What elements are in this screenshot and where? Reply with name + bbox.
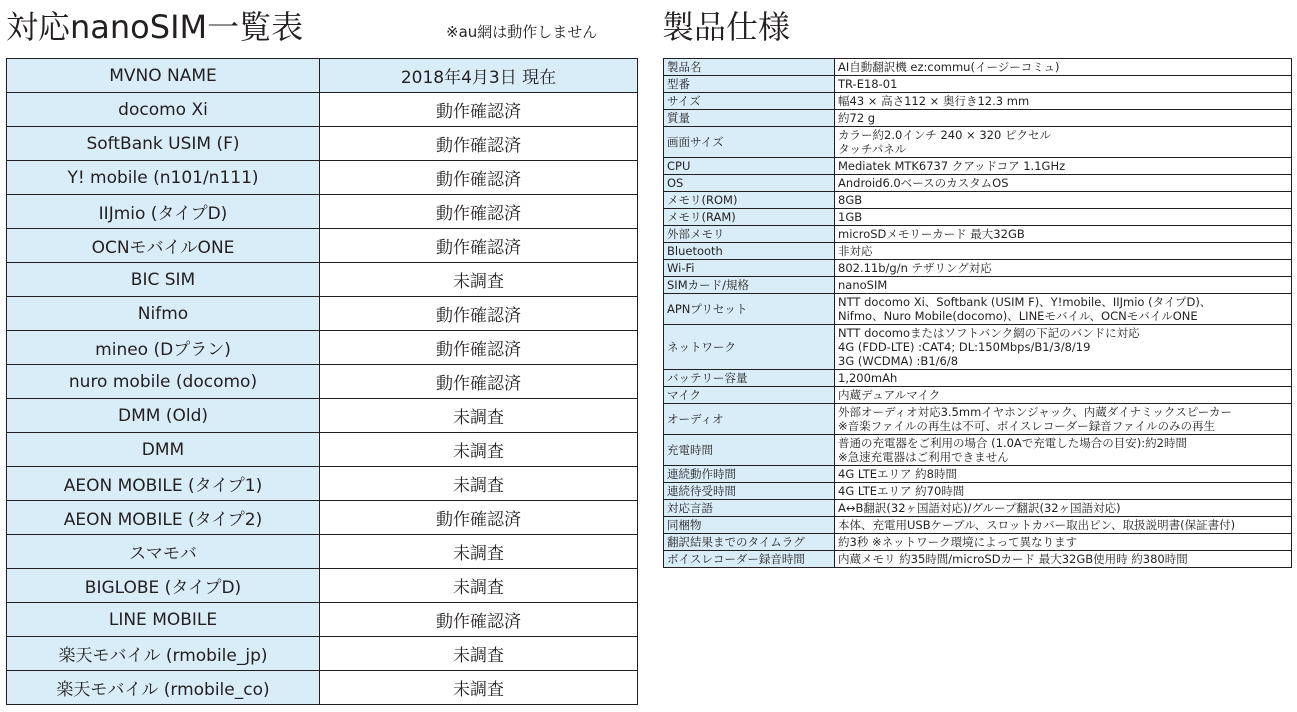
spec-value-cell [835, 500, 1292, 517]
spec-label-cell: マイク [664, 387, 835, 404]
spec-label-cell: オーディオ [664, 404, 835, 435]
spec-value-cell [835, 59, 1292, 76]
mvno-row [7, 331, 638, 365]
mvno-status-cell: 動作確認済 [320, 331, 638, 365]
spec-value-cell [835, 209, 1292, 226]
spec-row [664, 127, 1292, 158]
mvno-name-cell: スマモバ [7, 535, 320, 569]
mvno-name-cell: LINE MOBILE [7, 603, 320, 637]
spec-value-cell [835, 404, 1292, 435]
spec-row [664, 209, 1292, 226]
spec-value-cell [835, 387, 1292, 404]
spec-row [664, 93, 1292, 110]
spec-label-cell: Wi-Fi [664, 260, 835, 277]
mvno-row [7, 127, 638, 161]
mvno-name-cell: DMM [7, 433, 320, 467]
spec-value-line: 幅43 × 高さ112 × 奥行き12.3 mm [838, 94, 1030, 108]
spec-value-line: 8GB [838, 193, 863, 207]
spec-row [664, 277, 1292, 294]
spec-label-cell: 画面サイズ [664, 127, 835, 158]
status-date-column-header: 2018年4月3日 現在 [320, 59, 638, 93]
spec-value-line: TR-E18-01 [838, 77, 898, 91]
mvno-status-cell: 未調査 [320, 399, 638, 433]
spec-value-cell [835, 260, 1292, 277]
spec-value-cell [835, 243, 1292, 260]
mvno-name-cell: DMM (Old) [7, 399, 320, 433]
spec-label-cell: 充電時間 [664, 435, 835, 466]
spec-label-cell: 対応言語 [664, 500, 835, 517]
spec-row [664, 158, 1292, 175]
spec-value-line: A↔B翻訳(32ヶ国語対応)/グループ翻訳(32ヶ国語対応) [838, 501, 1121, 515]
spec-value-line: 約72 g [838, 111, 876, 125]
spec-value-cell [835, 192, 1292, 209]
spec-value-line: NTT docomo Xi、Softbank (USIM F)、Y!mobile、IIJmio (タイプD)、 [838, 295, 1212, 309]
spec-value-line: 内蔵デュアルマイク [838, 388, 941, 402]
mvno-row [7, 399, 638, 433]
spec-value-cell [835, 325, 1292, 370]
spec-label-cell: SIMカード/規格 [664, 277, 835, 294]
spec-value-line: 本体、充電用USBケーブル、スロットカバー取出ピン、取扱説明書(保証書付) [838, 518, 1236, 532]
spec-value-line: 内蔵メモリ 約35時間/microSDカード 最大32GB使用時 約380時間 [838, 552, 1188, 566]
mvno-name-cell: BIC SIM [7, 263, 320, 297]
mvno-row [7, 93, 638, 127]
spec-label-cell: 質量 [664, 110, 835, 127]
mvno-row [7, 603, 638, 637]
spec-value-line: 1,200mAh [838, 371, 898, 385]
mvno-status-cell: 動作確認済 [320, 501, 638, 535]
spec-label-cell: メモリ(RAM) [664, 209, 835, 226]
compatible-sim-list-title: 対応nanoSIM一覧表 [6, 8, 304, 46]
mvno-row [7, 535, 638, 569]
mvno-name-cell: BIGLOBE (タイプD) [7, 569, 320, 603]
spec-value-line: 非対応 [838, 244, 873, 258]
spec-value-cell [835, 466, 1292, 483]
spec-row [664, 192, 1292, 209]
spec-value-line: 約3秒 ※ネットワーク環境によって異なります [838, 535, 1078, 549]
spec-value-cell [835, 158, 1292, 175]
spec-value-cell [835, 175, 1292, 192]
spec-value-line: nanoSIM [838, 278, 888, 292]
spec-value-line: ※音楽ファイルの再生は不可、ボイスレコーダー録音ファイルのみの再生 [838, 419, 1216, 433]
mvno-status-cell: 未調査 [320, 263, 638, 297]
spec-label-cell: 外部メモリ [664, 226, 835, 243]
spec-value-line: 普通の充電器をご利用の場合 (1.0Aで充電した場合の目安):約2時間 [838, 436, 1187, 450]
spec-value-line: 4G LTEエリア 約8時間 [838, 467, 957, 481]
spec-row [664, 76, 1292, 93]
spec-label-cell: CPU [664, 158, 835, 175]
mvno-name-cell: IIJmio (タイプD) [7, 195, 320, 229]
spec-value-line: microSDメモリーカード 最大32GB [838, 227, 1025, 241]
mvno-row [7, 501, 638, 535]
mvno-compatibility-table [6, 58, 638, 705]
spec-value-line: タッチパネル [838, 142, 907, 156]
spec-row [664, 243, 1292, 260]
spec-row [664, 294, 1292, 325]
mvno-name-cell: 楽天モバイル (rmobile_jp) [7, 637, 320, 671]
spec-value-cell [835, 277, 1292, 294]
spec-value-line: Mediatek MTK6737 クアッドコア 1.1GHz [838, 159, 1066, 173]
mvno-name-cell: Y! mobile (n101/n111) [7, 161, 320, 195]
mvno-row [7, 263, 638, 297]
spec-value-line: 外部オーディオ対応3.5mmイヤホンジャック、内蔵ダイナミックスピーカー [838, 405, 1233, 419]
spec-value-cell [835, 93, 1292, 110]
mvno-row [7, 637, 638, 671]
spec-label-cell: 型番 [664, 76, 835, 93]
mvno-name-column-header: MVNO NAME [7, 59, 320, 93]
spec-label-cell: Bluetooth [664, 243, 835, 260]
spec-label-cell: サイズ [664, 93, 835, 110]
mvno-row [7, 467, 638, 501]
spec-value-line: 802.11b/g/n テザリング対応 [838, 261, 992, 275]
mvno-status-cell: 動作確認済 [320, 297, 638, 331]
mvno-name-cell: docomo Xi [7, 93, 320, 127]
spec-value-line: 4G LTEエリア 約70時間 [838, 484, 965, 498]
spec-label-cell: ネットワーク [664, 325, 835, 370]
spec-value-line: Nifmo、Nuro Mobile(docomo)、LINEモバイル、OCNモバイルONE [838, 309, 1198, 323]
spec-value-cell [835, 226, 1292, 243]
mvno-name-cell: AEON MOBILE (タイプ2) [7, 501, 320, 535]
mvno-name-cell: 楽天モバイル (rmobile_co) [7, 671, 320, 705]
spec-value-cell [835, 110, 1292, 127]
spec-row [664, 226, 1292, 243]
spec-row [664, 404, 1292, 435]
mvno-row [7, 569, 638, 603]
mvno-status-cell: 動作確認済 [320, 603, 638, 637]
mvno-row [7, 161, 638, 195]
mvno-status-cell: 未調査 [320, 535, 638, 569]
mvno-status-cell: 動作確認済 [320, 229, 638, 263]
spec-value-cell [835, 517, 1292, 534]
spec-value-line: カラー約2.0インチ 240 × 320 ピクセル [838, 128, 1051, 142]
spec-label-cell: 連続待受時間 [664, 483, 835, 500]
spec-value-cell [835, 370, 1292, 387]
spec-value-cell [835, 534, 1292, 551]
mvno-status-cell: 未調査 [320, 433, 638, 467]
mvno-name-cell: nuro mobile (docomo) [7, 365, 320, 399]
spec-value-line: NTT docomoまたはソフトバンク網の下記のバンドに対応 [838, 326, 1140, 340]
product-spec-title: 製品仕様 [662, 8, 791, 46]
spec-row [664, 110, 1292, 127]
mvno-name-cell: SoftBank USIM (F) [7, 127, 320, 161]
spec-row [664, 325, 1292, 370]
mvno-name-cell: AEON MOBILE (タイプ1) [7, 467, 320, 501]
mvno-name-cell: mineo (Dプラン) [7, 331, 320, 365]
au-network-note: ※au網は動作しません [446, 23, 598, 41]
spec-label-cell: 製品名 [664, 59, 835, 76]
spec-label-cell: APNプリセット [664, 294, 835, 325]
mvno-status-cell: 未調査 [320, 467, 638, 501]
spec-value-cell [835, 435, 1292, 466]
spec-value-line: 4G (FDD-LTE) :CAT4; DL:150Mbps/B1/3/8/19 [838, 340, 1091, 354]
spec-value-cell [835, 294, 1292, 325]
spec-row [664, 534, 1292, 551]
spec-value-line: 3G (WCDMA) :B1/6/8 [838, 354, 959, 368]
mvno-status-cell: 未調査 [320, 569, 638, 603]
spec-value-cell [835, 76, 1292, 93]
spec-row [664, 175, 1292, 192]
spec-row [664, 260, 1292, 277]
spec-label-cell: 連続動作時間 [664, 466, 835, 483]
spec-row [664, 435, 1292, 466]
spec-label-cell: バッテリー容量 [664, 370, 835, 387]
mvno-row [7, 365, 638, 399]
spec-value-line: AI自動翻訳機 ez:commu(イージーコミュ) [838, 60, 1060, 74]
spec-label-cell: 翻訳結果までのタイムラグ [664, 534, 835, 551]
spec-value-line: ※急速充電器はご利用できません [838, 450, 1009, 464]
spec-row [664, 59, 1292, 76]
mvno-status-cell: 動作確認済 [320, 195, 638, 229]
mvno-status-cell: 未調査 [320, 671, 638, 705]
spec-value-cell [835, 483, 1292, 500]
spec-row [664, 483, 1292, 500]
spec-row [664, 551, 1292, 568]
mvno-name-cell: OCNモバイルONE [7, 229, 320, 263]
spec-label-cell: メモリ(ROM) [664, 192, 835, 209]
spec-label-cell: 同梱物 [664, 517, 835, 534]
mvno-name-cell: Nifmo [7, 297, 320, 331]
spec-row [664, 370, 1292, 387]
spec-label-cell: ボイスレコーダー録音時間 [664, 551, 835, 568]
mvno-status-cell: 動作確認済 [320, 161, 638, 195]
mvno-status-cell: 動作確認済 [320, 365, 638, 399]
mvno-table-header-row [7, 59, 638, 93]
spec-value-cell [835, 127, 1292, 158]
mvno-status-cell: 未調査 [320, 637, 638, 671]
mvno-row [7, 671, 638, 705]
spec-label-cell: OS [664, 175, 835, 192]
spec-value-line: Android6.0ベースのカスタムOS [838, 176, 1009, 190]
mvno-row [7, 195, 638, 229]
spec-value-cell [835, 551, 1292, 568]
spec-value-line: 1GB [838, 210, 863, 224]
spec-row [664, 517, 1292, 534]
mvno-row [7, 297, 638, 331]
spec-row [664, 500, 1292, 517]
product-spec-table [663, 58, 1292, 568]
spec-row [664, 466, 1292, 483]
mvno-row [7, 229, 638, 263]
mvno-status-cell: 動作確認済 [320, 127, 638, 161]
spec-row [664, 387, 1292, 404]
mvno-status-cell: 動作確認済 [320, 93, 638, 127]
mvno-row [7, 433, 638, 467]
